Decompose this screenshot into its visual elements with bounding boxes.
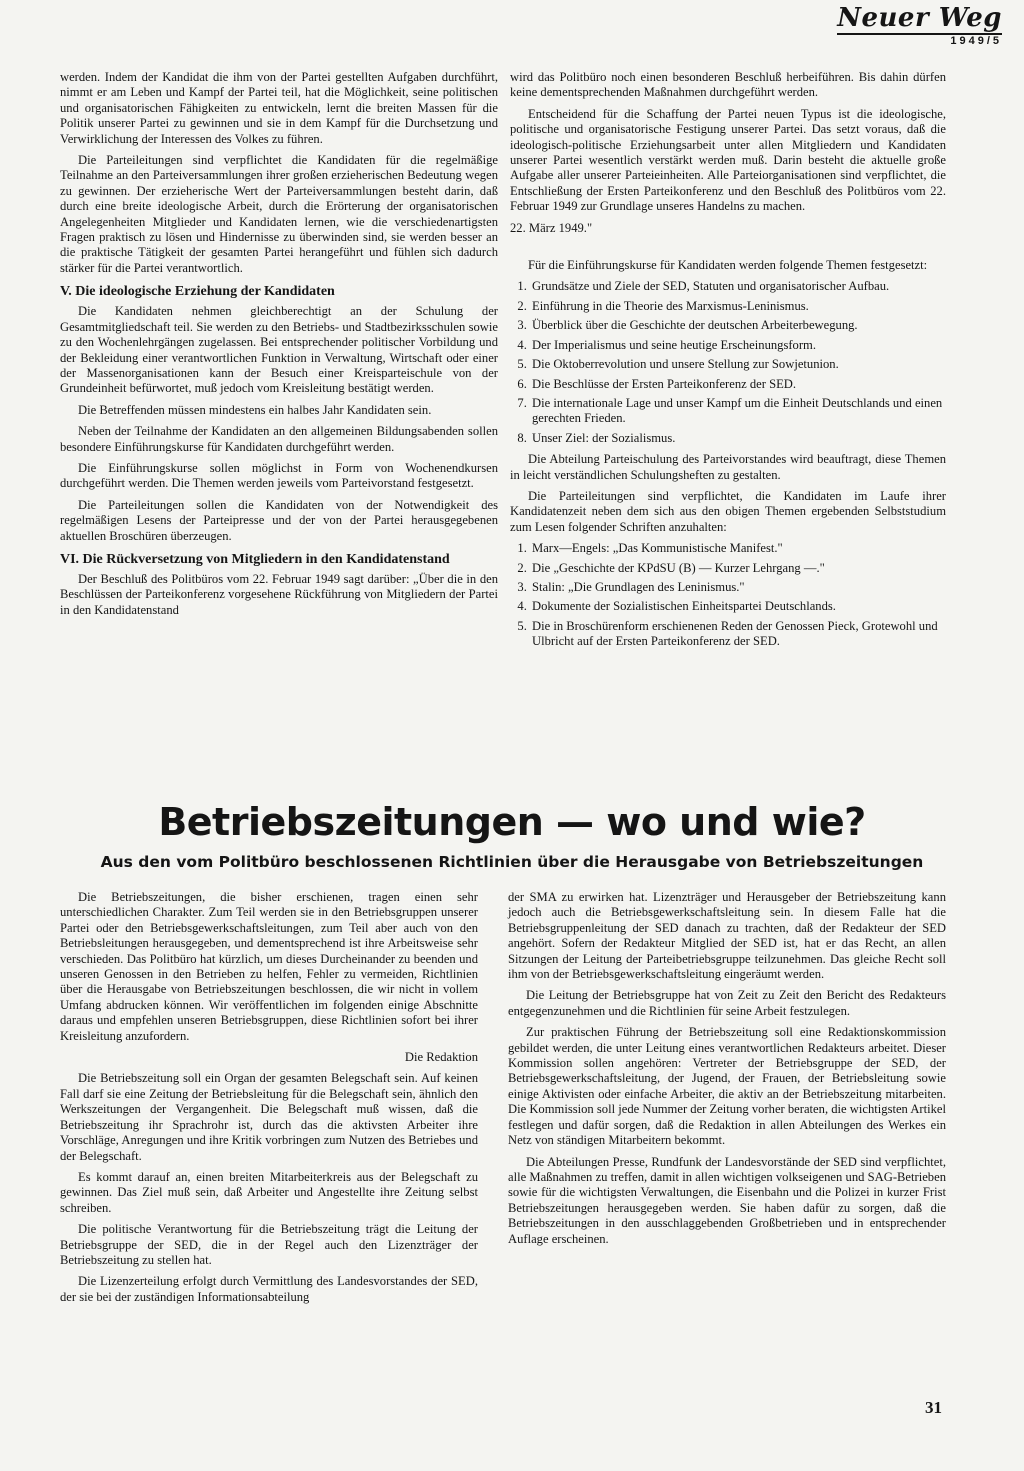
paragraph: Die Betriebszeitungen, die bisher erschienen, tragen einen sehr unterschiedlichen Charakter. Zum Teil werden sie in den Betriebsgruppen unserer Partei oder den Betriebsgewerkschaftsleitungen, zum Teil aber auch von den Betriebsleitungen herausgegeben, und dementsprechend ist ihre Arbeitsweise sehr verschieden. Das Politbüro hat kürzlich, um dieses Durcheinander zu beenden und unseren Genossen in den Betrieben zu helfen, Fehler zu vermeiden, Richtlinien über die Herausgabe von Betriebszeitungen beschlossen, die wir nicht in vollem Umfang abdrucken können. Wir veröffentlichen im folgenden einige Abschnitte daraus und empfehlen unseren Betriebsgruppen, diese Richtlinien sofort bei ihrer Kreisleitung anzufordern. [60, 890, 478, 1043]
paragraph: Die Parteileitungen sind verpflichtet die Kandidaten für die regelmäßige Teilnahme an den Parteiversammlungen ihrer großen erzieherischen Bedeutung wegen zu gewinnen. Der erzieherische Wert der Parteiversammlungen besteht darin, daß durch eine breite ideologische Arbeit, durch die Erörterung der organisatorischen Angelegenheiten Mitglieder und Kandidaten lernen, wie die verschiedenartigsten Fragen praktisch zu lösen und Hindernisse zu überwinden sind, sie werden besser an die praktische Tätigkeit der gesamten Partei herangeführt und fühlen sich dadurch stärker für die Partei verantwortlich. [60, 153, 498, 275]
list-item: 6. Die Beschlüsse der Ersten Parteikonferenz der SED. [530, 377, 946, 392]
masthead-issue: 1949/5 [837, 33, 1002, 47]
paragraph: Für die Einführungskurse für Kandidaten werden folgende Themen festgesetzt: [528, 258, 928, 273]
paragraph: Die Einführungskurse sollen möglichst in Form von Wochenendkursen durchgeführt werden. Die Themen werden jeweils vom Parteivorstand festgesetzt. [60, 460, 498, 491]
paragraph: Entscheidend für die Schaffung der Partei neuen Typus ist die ideologische, politische und organisatorische Festigung unserer Partei. Das setzt voraus, daß die ideologisch-politische Erziehungsarbeit unter allen Mitgliedern und Kandidaten unserer Partei wesentlich verstärkt werden muß. Darin besteht die aktuelle große Aufgabe aller unserer Parteieinheiten. Alle Parteiorganisationen sind verpflichtet, die Entschließung der Ersten Parteikonferenz und den Beschluß des Politbüros vom 22. Februar 1949 zur Grundlage unseres Handelns zu machen. [510, 106, 946, 214]
paragraph: der SMA zu erwirken hat. Lizenzträger und Herausgeber der Betriebszeitung kann jedoch auch die Betriebsgewerkschaftsleitung sein. In diesem Falle hat die Betriebsgruppenleitung der SED danach zu trachten, daß der Redakteur der SED angehört. Sofern der Redakteur Mitglied der SED ist, hat er das Recht, an allen Sitzungen der Leitung der Parteibetriebsgruppe teilzunehmen. Das gleiche Recht soll ihm von der Betriebsgewerkschaftsleitung eingeräumt werden. [508, 890, 946, 982]
paragraph: werden. Indem der Kandidat die ihm von der Partei gestellten Aufgaben durchführt, nimmt er am Leben und Kampf der Partei teil, hat die Möglichkeit, seine politischen und organisatorischen Fähigkeiten zu entwickeln, lernt die breiten Massen für die Politik unserer Partei zu gewinnen und sie in dem Kampf für die Durchsetzung und Verwirklichung der Interessen des Volkes zu führen. [60, 70, 498, 146]
paragraph: Die Abteilungen Presse, Rundfunk der Landesvorstände der SED sind verpflichtet, alle Maßnahmen zu treffen, damit in allen wichtigen volkseigenen und SAG-Betrieben sowie für die wichtigsten Verwaltungen, die Eisenbahn und die Polizei in kurzer Frist Betriebszeitungen herausgegeben werden. Sie haben dafür zu sorgen, daß die Betriebszeitungen in den ausschlaggebenden Großbetrieben und in entsprechender Auflage erscheinen. [508, 1154, 946, 1246]
resolution-date: 22. März 1949." [510, 220, 593, 235]
paragraph: Die Abteilung Parteischulung des Parteivorstandes wird beauftragt, diese Themen in leicht verständlichen Schulungsheften zu gestalten. [510, 452, 946, 482]
list-item: 4. Der Imperialismus und seine heutige Erscheinungsform. [530, 338, 946, 353]
list-item: 2. Einführung in die Theorie des Marxismus-Leninismus. [530, 299, 946, 314]
list-item: 7. Die internationale Lage und unser Kampf um die Einheit Deutschlands und einen gerechten Frieden. [530, 396, 946, 427]
list-item: 3. Stalin: „Die Grundlagen des Leninismus." [530, 580, 946, 595]
paragraph: Neben der Teilnahme der Kandidaten an den allgemeinen Bildungsabenden sollen besondere Einführungskurse für Kandidaten durchgeführt werden. [60, 424, 498, 454]
list-item: 1. Marx—Engels: „Das Kommunistische Manifest." [530, 541, 946, 556]
list-item: 1. Grundsätze und Ziele der SED, Statuten und organisatorischer Aufbau. [530, 279, 946, 294]
paragraph: Der Beschluß des Politbüros vom 22. Februar 1949 sagt darüber: „Über die in den Beschlüssen der Parteikonferenz vorgesehene Rückführung von Mitgliedern der Partei in den Kandidatenstand [60, 571, 498, 617]
readings-list [510, 541, 946, 649]
paragraph: wird das Politbüro noch einen besonderen Beschluß herbeiführen. Bis dahin dürfen keine dementsprechenden Maßnahmen durchgeführt werden. [510, 70, 946, 100]
paragraph: Die Parteileitungen sind verpflichtet, die Kandidaten im Laufe ihrer Kandidatenzeit neben dem sich aus den obigen Themen ergebenden Selbststudium zum Lesen folgender Schriften anzuhalten: [510, 488, 946, 534]
list-item: 4. Dokumente der Sozialistischen Einheitspartei Deutschlands. [530, 599, 946, 614]
section-heading-vi: VI. Die Rückversetzung von Mitgliedern in den Kandidatenstand [60, 551, 450, 567]
paragraph: Es kommt darauf an, einen breiten Mitarbeiterkreis aus der Belegschaft zu gewinnen. Das Ziel muß sein, daß Arbeiter und Angestellte ihre Zeitung selbst schreiben. [60, 1169, 478, 1215]
list-item: 5. Die Oktoberrevolution und unsere Stellung zur Sowjetunion. [530, 357, 946, 372]
section-heading-v: V. Die ideologische Erziehung der Kandidaten [60, 284, 335, 300]
masthead-title: Neuer Weg [837, 3, 1002, 33]
article-subheadline: Aus den vom Politbüro beschlossenen Richtlinien über die Herausgabe von Betriebszeitungen [100, 853, 924, 871]
themes-list [510, 279, 946, 446]
paragraph: Die Leitung der Betriebsgruppe hat von Zeit zu Zeit den Bericht des Redakteurs entgegenzunehmen und die Richtlinien für seine Arbeit festzulegen. [508, 988, 946, 1018]
editorial-signature: Die Redaktion [404, 1050, 478, 1065]
paragraph: Die Lizenzerteilung erfolgt durch Vermittlung des Landesvorstandes der SED, der sie bei der zuständigen Informationsabteilung [60, 1274, 478, 1304]
list-item: 2. Die „Geschichte der KPdSU (B) — Kurzer Lehrgang —." [530, 561, 946, 576]
paragraph: Zur praktischen Führung der Betriebszeitung soll eine Redaktionskommission gebildet werden, die unter Leitung eines verantwortlichen Redakteurs arbeitet. Dieser Kommission sollen angehören: Vertreter der Betriebsgruppe der SED, der Betriebsgewerkschaftsleitung, der Jugend, der Frauen, der Betriebsleitung sowie einige Aktivisten oder einfache Arbeiter, die aktiv an der Betriebszeitung mitarbeiten. Die Kommission soll jede Nummer der Zeitung vorher beraten, die wichtigsten Artikel festlegen und dafür sorgen, daß die Redaktion in allen Abteilungen des Werkes ein Netz von ständigen Mitarbeitern bekommt. [508, 1025, 946, 1148]
bottom-right-column [508, 890, 946, 1253]
paragraph: Die Kandidaten nehmen gleichberechtigt an der Schulung der Gesamtmitgliedschaft teil. Sie werden zu den Betriebs- und Stadtbezirksschulen sowie zu den Wochenlehrgängen zugelassen. Bei entsprechender politischer Vorbildung und der Bekleidung einer verantwortlichen Funktion in Verwaltung, Wirtschaft oder einer der Massenorganisationen kann der Besuch einer Kreisparteischule von der Grundeinheit befürwortet, muß jedoch vom Kreisleitung bestätigt werden. [60, 304, 498, 396]
page-number: 31 [925, 1398, 942, 1417]
article-headline: Betriebszeitungen — wo und wie? [158, 800, 866, 844]
paragraph: Die Parteileitungen sollen die Kandidaten von der Notwendigkeit des regelmäßigen Lesens der Parteipresse und der von der Partei herausgegebenen aktuellen Broschüren überzeugen. [60, 497, 498, 543]
top-left-column [60, 70, 498, 624]
list-item: 5. Die in Broschürenform erschienenen Reden der Genossen Pieck, Grotewohl und Ulbricht auf der Ersten Parteikonferenz der SED. [530, 619, 946, 650]
masthead [837, 4, 1002, 47]
list-item: 8. Unser Ziel: der Sozialismus. [530, 431, 946, 446]
paragraph: Die Betreffenden müssen mindestens ein halbes Jahr Kandidaten sein. [78, 402, 432, 417]
bottom-left-column [60, 890, 478, 1311]
paragraph: Die Betriebszeitung soll ein Organ der gesamten Belegschaft sein. Auf keinen Fall darf sie eine Zeitung der Betriebsleitung für die Belegschaft sein, ähnlich den Werkszeitungen der Vergangenheit. Die Belegschaft muß wissen, daß die Betriebszeitung ihr Sprachrohr ist, durch das die aktivsten Arbeiter ihre Vorschläge, Anregungen und ihre Kritik vorbringen zum Nutzen des Betriebes und der Belegschaft. [60, 1071, 478, 1163]
paragraph: Die politische Verantwortung für die Betriebszeitung trägt die Leitung der Betriebsgruppe der SED, die in der Regel auch den Lizenzträger der Betriebszeitung zu stellen hat. [60, 1222, 478, 1267]
top-right-column [510, 70, 946, 656]
list-item: 3. Überblick über die Geschichte der deutschen Arbeiterbewegung. [530, 318, 946, 333]
